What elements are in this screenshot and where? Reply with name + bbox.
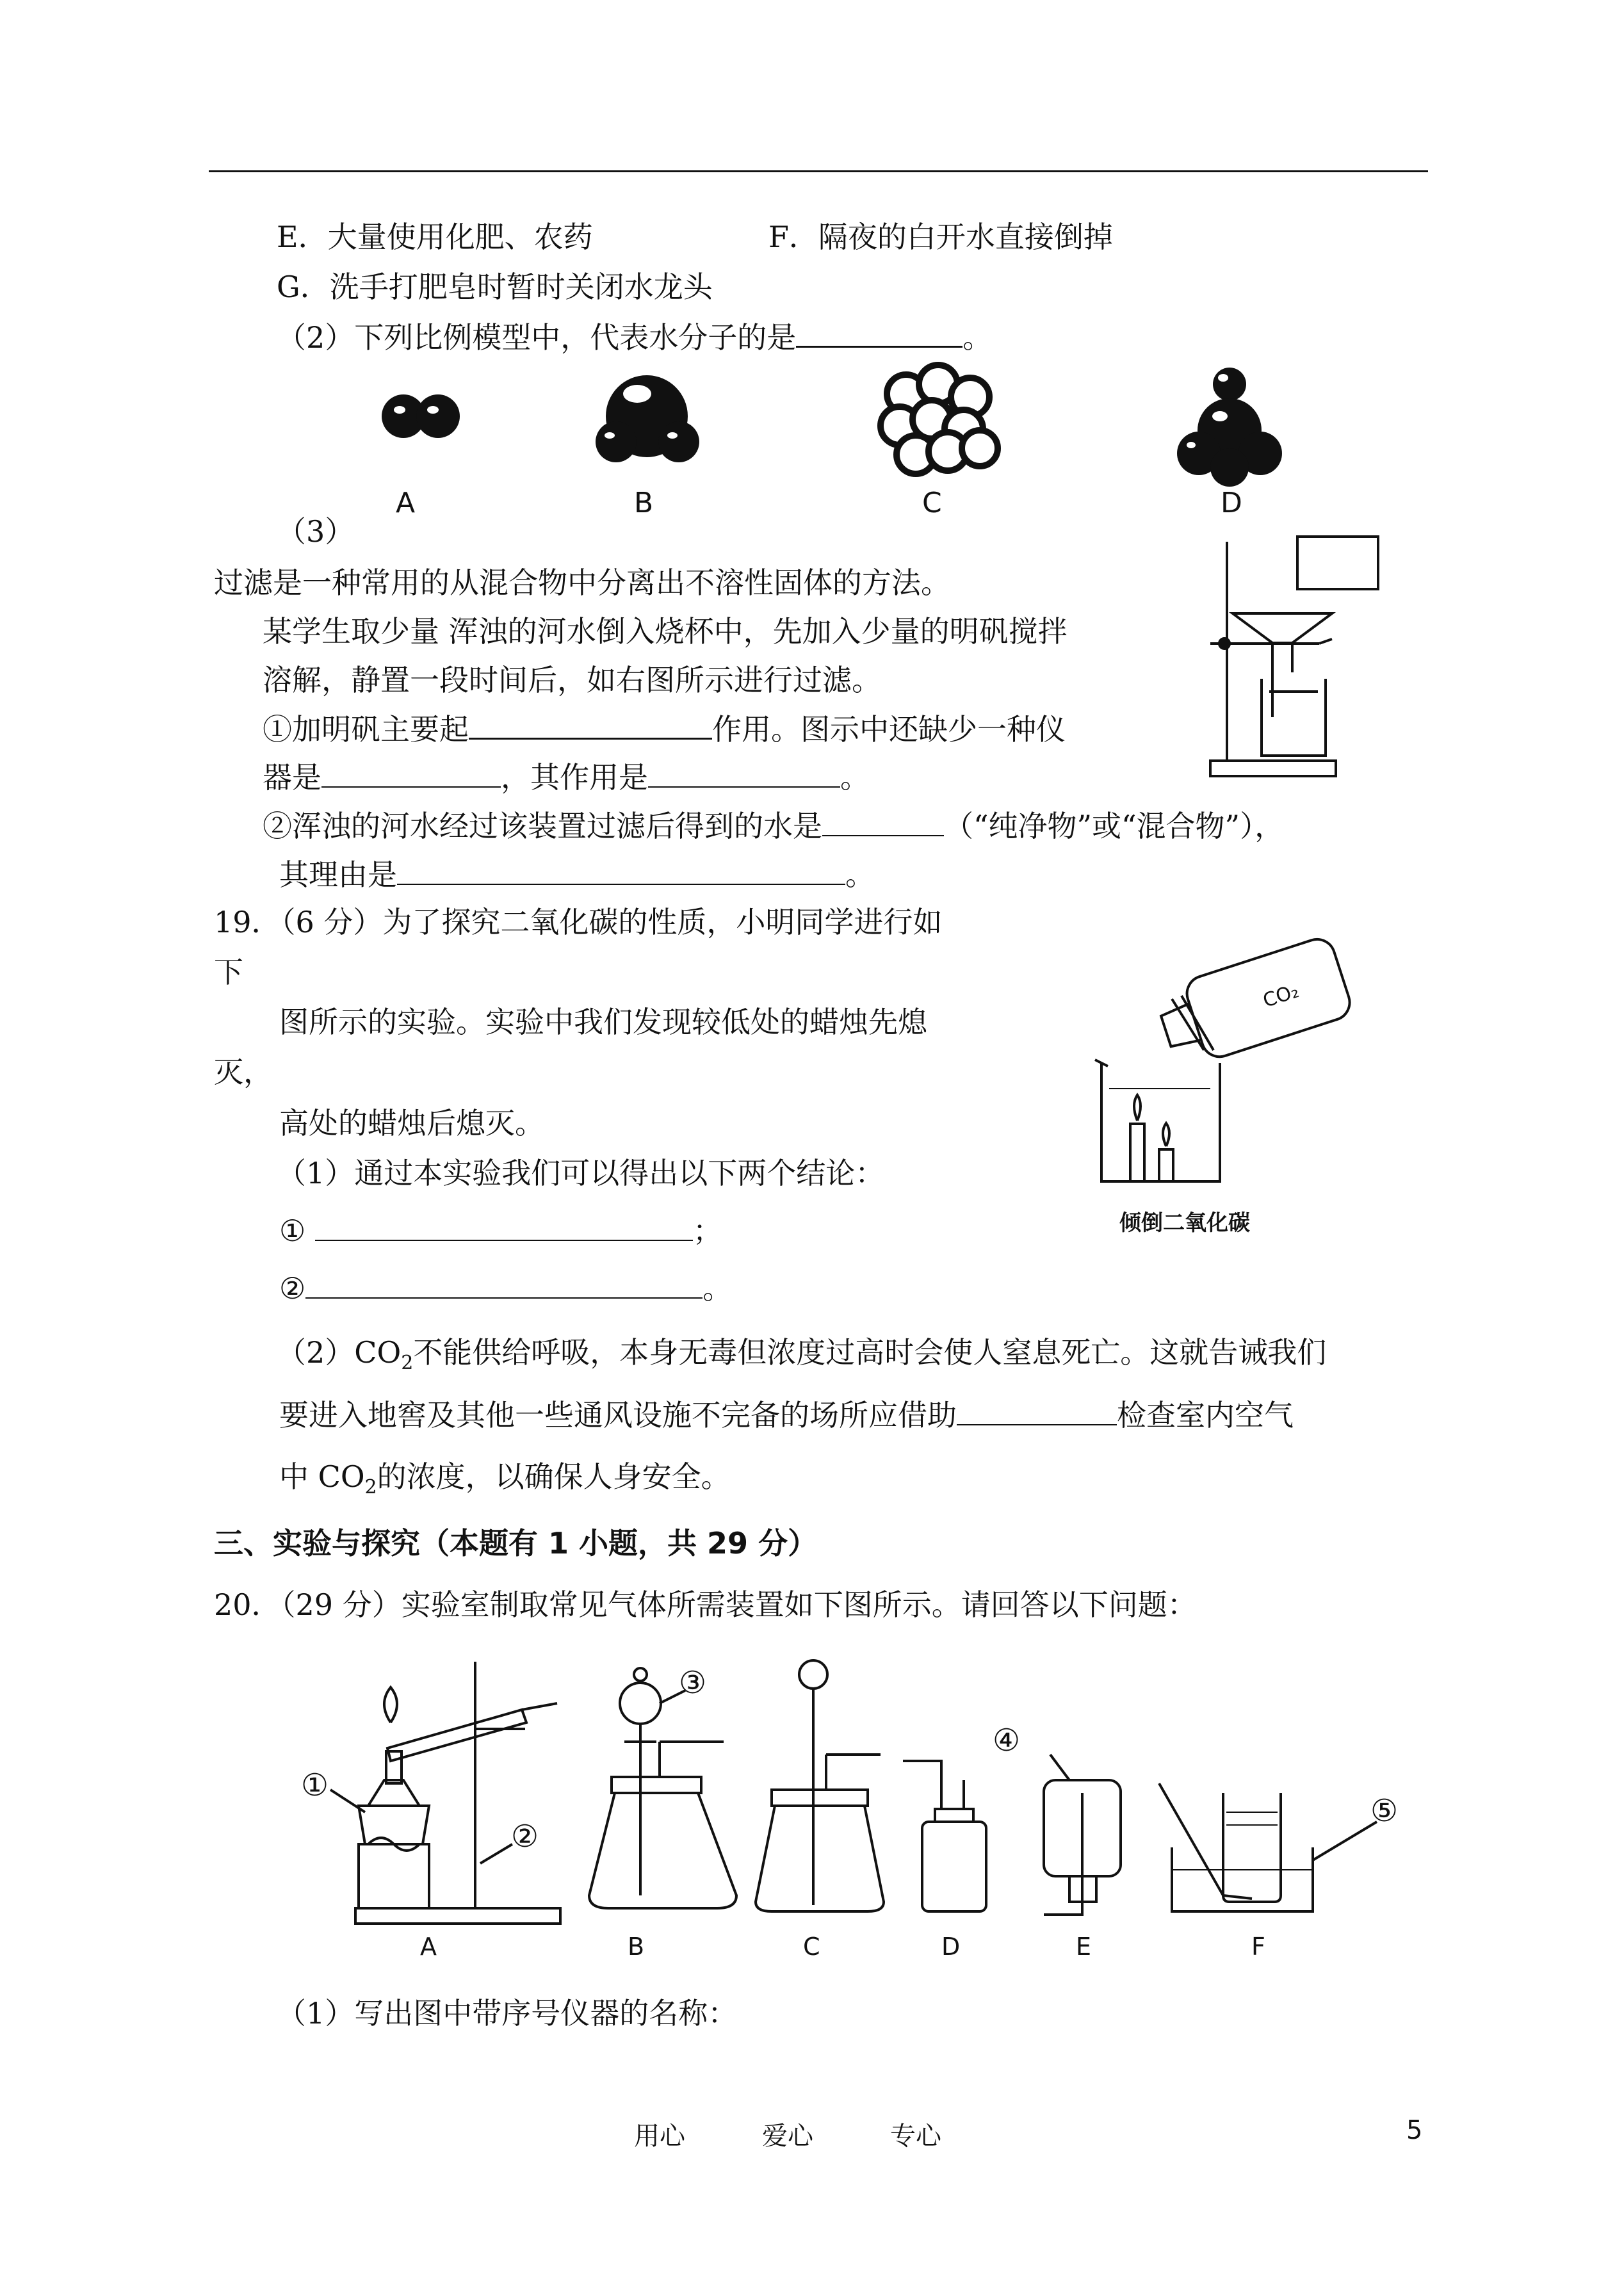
model-label-c: C — [922, 487, 942, 519]
callout-5: ⑤ — [1370, 1793, 1399, 1829]
co2-subscript-2: 2 — [364, 1476, 377, 1499]
co2-figure-caption: 倾倒二氧化碳 — [1119, 1210, 1250, 1236]
q3-line7b: 。 — [845, 857, 875, 892]
q3-line4a: ①加明矾主要起 — [263, 712, 469, 747]
model-label-a: A — [396, 487, 416, 519]
q3-line5c: 。 — [840, 760, 870, 795]
q19-sub2d: 检查室内空气 — [1117, 1398, 1294, 1432]
conclusion-1-marker: ① — [279, 1213, 306, 1248]
apparatus-e-figure — [1044, 1780, 1121, 1915]
q3-line6a: ②浑浊的河水经过该装置过滤后得到的水是 — [263, 809, 822, 843]
apparatus-a-figure — [355, 1662, 560, 1924]
co2-bottle-label: CO₂ — [1260, 980, 1302, 1012]
q3-line5a: 器是 — [263, 760, 321, 795]
page-number: 5 — [1406, 2116, 1423, 2145]
callout-4: ④ — [993, 1723, 1021, 1758]
q3-line3: 溶解，静置一段时间后，如右图所示进行过滤。 — [263, 663, 881, 697]
model-label-d: D — [1221, 487, 1242, 519]
q19-sub2a: （2）CO — [277, 1335, 402, 1370]
q19-sub2f: 的浓度，以确保人身安全。 — [377, 1459, 731, 1494]
apparatus-label-a: A — [420, 1933, 437, 1961]
conclusion-1-end: ； — [692, 1213, 722, 1248]
apparatus-label-c: C — [803, 1933, 820, 1961]
apparatus-label-e: E — [1076, 1933, 1092, 1961]
apparatus-label-b: B — [628, 1933, 645, 1961]
q20-sub1: （1）写出图中带序号仪器的名称： — [277, 1996, 738, 2031]
apparatus-label-f: F — [1251, 1933, 1265, 1961]
conclusion-2-end: 。 — [702, 1271, 733, 1306]
apparatus-f-figure — [1159, 1783, 1313, 1911]
question-19-line1b: 下 — [214, 955, 243, 989]
q19-sub2e: 中 CO — [279, 1459, 365, 1494]
q3-line6b: （“纯净物”或“混合物”）， — [944, 809, 1285, 843]
question-2-end: 。 — [962, 320, 993, 355]
callout-2: ② — [511, 1819, 539, 1854]
q19-sub2c: 要进入地窖及其他一些通风设施不完备的场所应借助 — [279, 1398, 957, 1432]
option-f: F．隔夜的白开水直接倒掉 — [768, 220, 1113, 254]
question-3-label: （3） — [277, 514, 355, 549]
apparatus-label-d: D — [941, 1933, 961, 1961]
question-19-line3: 高处的蜡烛后熄灭。 — [279, 1106, 544, 1140]
q3-line5b: ，其作用是 — [501, 760, 648, 795]
callout-3: ③ — [679, 1665, 707, 1701]
footer-c: 专心 — [890, 2121, 941, 2151]
conclusion-2-marker: ② — [279, 1271, 306, 1306]
question-19-line1: 19．（6 分）为了探究二氧化碳的性质，小明同学进行如 — [214, 905, 943, 939]
apparatus-c-figure — [756, 1660, 884, 1911]
section-3-heading: 三、实验与探究（本题有 1 小题，共 29 分） — [214, 1526, 818, 1561]
apparatus-d-figure — [903, 1761, 986, 1911]
q3-line2: 某学生取少量 浑浊的河水倒入烧杯中，先加入少量的明矾搅拌 — [263, 614, 1068, 649]
q3-line4b: 作用。图示中还缺少一种仪 — [712, 712, 1066, 747]
footer-b: 爱心 — [762, 2121, 813, 2151]
question-2-text: （2）下列比例模型中，代表水分子的是 — [277, 320, 797, 355]
model-label-b: B — [634, 487, 654, 519]
question-19-line2: 图所示的实验。实验中我们发现较低处的蜡烛先熄 — [279, 1005, 927, 1039]
option-g: G．洗手打肥皂时暂时关闭水龙头 — [277, 270, 713, 304]
footer-a: 用心 — [634, 2121, 685, 2151]
question-19-line2b: 灭， — [214, 1055, 273, 1089]
callout-1: ① — [301, 1767, 329, 1803]
q3-line7a: 其理由是 — [279, 857, 397, 892]
q19-sub2b: 不能供给呼吸，本身无毒但浓度过高时会使人窒息死亡。这就告诫我们 — [413, 1335, 1327, 1370]
option-e: E．大量使用化肥、农药 — [277, 220, 593, 254]
question-20: 20．（29 分）实验室制取常见气体所需装置如下图所示。请回答以下问题： — [214, 1587, 1197, 1622]
q3-line1: 过滤是一种常用的从混合物中分离出不溶性固体的方法。 — [214, 565, 950, 600]
apparatus-b-figure — [589, 1668, 736, 1908]
co2-subscript: 2 — [401, 1352, 414, 1375]
q19-sub1: （1）通过本实验我们可以得出以下两个结论： — [277, 1156, 885, 1190]
